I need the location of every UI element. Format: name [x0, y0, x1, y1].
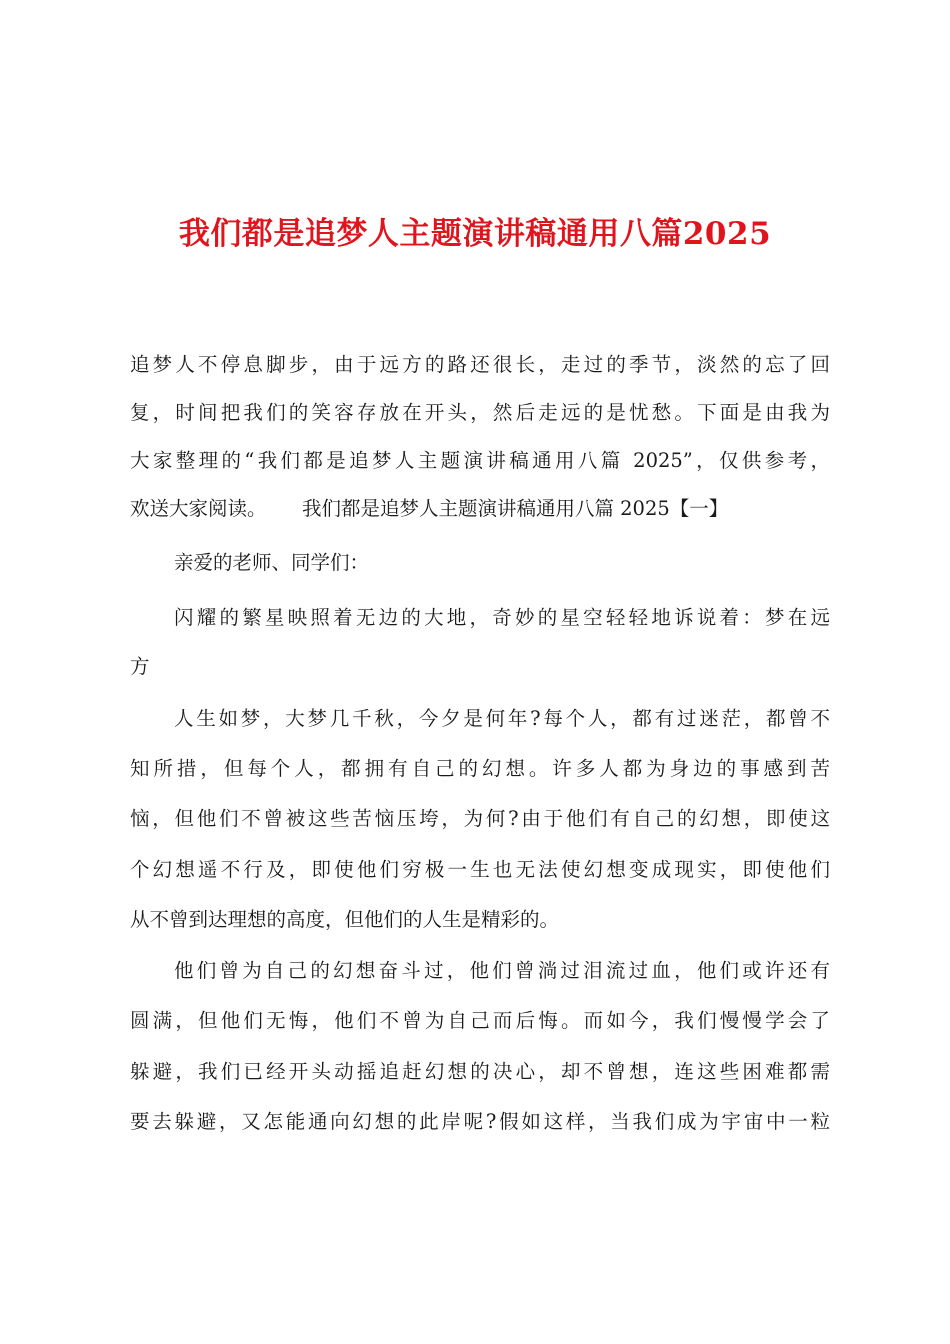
paragraph-line: 恼，但他们不曾被这些苦恼压垮，为何?由于他们有自己的幻想，即使这 — [130, 807, 830, 830]
document-title: 我们都是追梦人主题演讲稿通用八篇2025 — [178, 216, 772, 252]
paragraph-line: 人生如梦，大梦几千秋，今夕是何年?每个人，都有过迷茫，都曾不 — [174, 707, 830, 730]
paragraph-line: 躲避，我们已经开头动摇追赶幻想的决心，却不曾想，连这些困难都需 — [130, 1060, 830, 1083]
paragraph-line: 追梦人不停息脚步，由于远方的路还很长，走过的季节，淡然的忘了回 — [130, 353, 830, 376]
paragraph-line: 方 — [130, 655, 150, 678]
paragraph-line: 要去躲避，又怎能通向幻想的此岸呢?假如这样，当我们成为宇宙中一粒 — [130, 1110, 830, 1133]
paragraph-line: 从不曾到达理想的高度，但他们的人生是精彩的。 — [130, 908, 560, 931]
greeting-line: 亲爱的老师、同学们： — [174, 551, 370, 574]
paragraph-line: 大家整理的“我们都是追梦人主题演讲稿通用八篇 2025”，仅供参考， — [130, 449, 830, 472]
paragraph-line: 个幻想遥不行及，即使他们穷极一生也无法使幻想变成现实，即使他们 — [130, 858, 830, 881]
paragraph-line: 他们曾为自己的幻想奋斗过，他们曾淌过泪流过血，他们或许还有 — [174, 959, 830, 982]
paragraph-line: 复，时间把我们的笑容存放在开头，然后走远的是忧愁。下面是由我为 — [130, 401, 830, 424]
paragraph-line: 圆满，但他们无悔，他们不曾为自己而后悔。而如今，我们慢慢学会了 — [130, 1009, 830, 1032]
paragraph-line: 欢送大家阅读。 我们都是追梦人主题演讲稿通用八篇 2025【一】 — [130, 497, 729, 520]
paragraph-line: 闪耀的繁星映照着无边的大地，奇妙的星空轻轻地诉说着：梦在远 — [174, 606, 830, 629]
paragraph-line: 知所措，但每个人，都拥有自己的幻想。许多人都为身边的事感到苦 — [130, 757, 830, 780]
